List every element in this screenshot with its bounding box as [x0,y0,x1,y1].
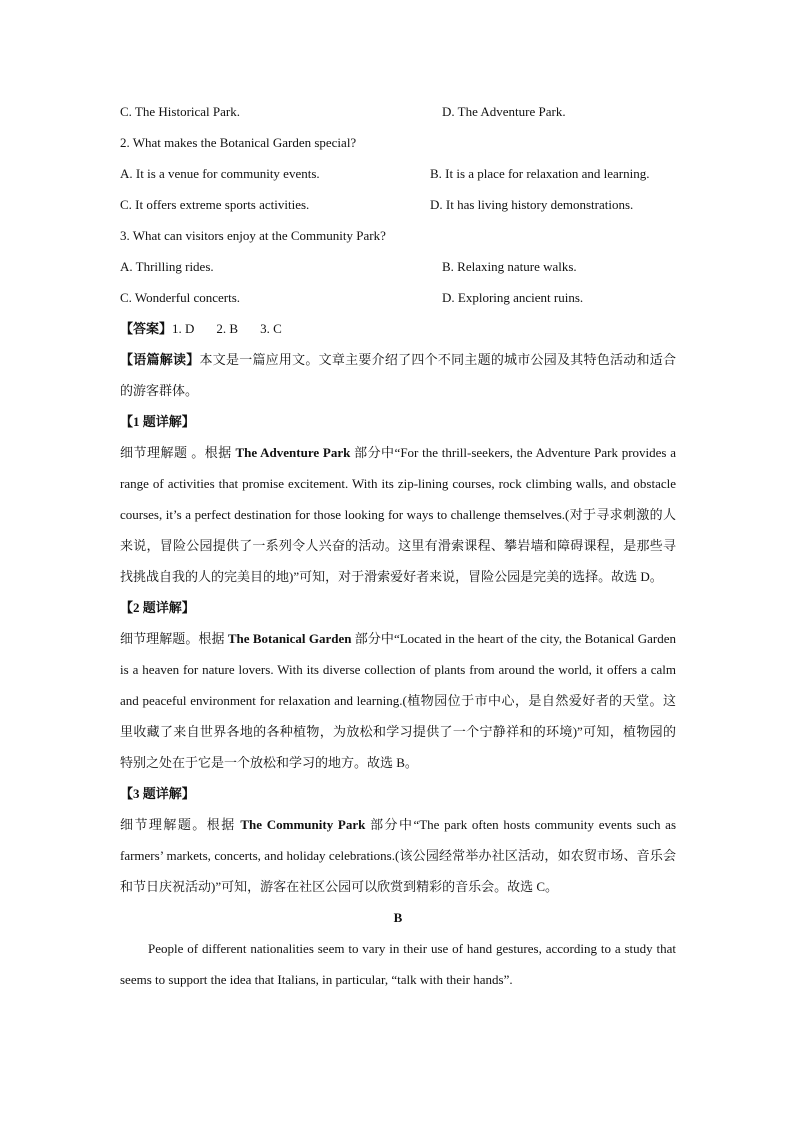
detail2-prefix: 细节理解题。根据 [120,631,228,646]
answer-3: 3. C [260,321,282,336]
detail1-section-name: The Adventure Park [235,445,351,460]
q3-question: 3. What can visitors enjoy at the Community Park? [120,228,386,243]
detail2-paragraph [120,623,676,778]
detail3-prefix: 细节理解题。根据 [120,817,241,832]
q2-question: 2. What makes the Botanical Garden special? [120,135,357,150]
detail3-heading: 【3 题详解】 [120,786,195,801]
q2-option-a: A. It is a venue for community events. [120,166,320,181]
q3-options-row-cd [120,282,676,313]
q2-option-c: C. It offers extreme sports activities. [120,197,310,212]
answer-line [120,313,676,344]
answer-2: 2. B [216,321,239,336]
q1-options-row-cd [120,96,676,127]
overview-label: 【语篇解读】 [120,352,200,367]
detail3-paragraph [120,809,676,902]
answer-label: 【答案】 [120,321,173,336]
detail1-text: 部分中“For the thrill-seekers, the Adventure Park provides a range of activities that promise excitement. With its zip-lining courses, rock climbing walls, and obstacle courses, it’s a perfect destination for those looking for ways to challenge themselves.(对于寻求刺激的人来说，冒险公园提供了一系列令人兴奋的活动。这里有滑索课程、攀岩墙和障碍课程，是那些寻找挑战自我的人的完美目的地)”可知，对于滑索爱好者来说，冒险公园是完美的选择。故选 D。 [120,445,676,584]
detail3-section-name: The Community Park [240,817,366,832]
overview-paragraph [120,344,676,406]
q3-option-b: B. Relaxing nature walks. [442,259,577,274]
detail3-text: 部分中“The park often hosts community events such as farmers’ markets, concerts, and holiday celebrations.(该公园经常举办社区活动，如农贸市场、音乐会和节日庆祝活动)”可知，游客在社区公园可以欣赏到精彩的音乐会。故选 C。 [120,817,676,894]
q1-option-c: C. The Historical Park. [120,104,240,119]
detail1-paragraph [120,437,676,592]
detail2-section-name: The Botanical Garden [227,631,352,646]
detail2-heading: 【2 题详解】 [120,600,195,615]
q3-option-c: C. Wonderful concerts. [120,290,241,305]
overview-text: 本文是一篇应用文。文章主要介绍了四个不同主题的城市公园及其特色活动和适合的游客群体。 [120,352,676,398]
q3-options-row-ab [120,251,676,282]
q2-options-row-ab [120,158,676,189]
q2-options-row-cd [120,189,676,220]
detail1-heading: 【1 题详解】 [120,414,195,429]
detail2-text: 部分中“Located in the heart of the city, the Botanical Garden is a heaven for nature lovers. With its diverse collection of plants from around the world, it offers a calm and peaceful environment for relaxation and learning.(植物园位于市中心，是自然爱好者的天堂。这里收藏了来自世界各地的各种植物，为放松和学习提供了一个宁静祥和的环境)”可知，植物园的特别之处在于它是一个放松和学习的地方。故选 B。 [120,631,676,770]
q2-option-b: B. It is a place for relaxation and learning. [430,166,650,181]
section-b-paragraph: People of different nationalities seem to vary in their use of hand gestures, according to a study that seems to support the idea that Italians, in particular, “talk with their hands”. [120,941,676,987]
section-b-title: B [393,910,403,925]
answer-1: 1. D [172,321,195,336]
q3-option-d: D. Exploring ancient ruins. [442,290,584,305]
detail1-prefix: 细节理解题 。根据 [120,445,236,460]
document-page [120,96,676,995]
q2-option-d: D. It has living history demonstrations. [430,197,634,212]
q3-option-a: A. Thrilling rides. [120,259,214,274]
q1-option-d: D. The Adventure Park. [442,104,566,119]
